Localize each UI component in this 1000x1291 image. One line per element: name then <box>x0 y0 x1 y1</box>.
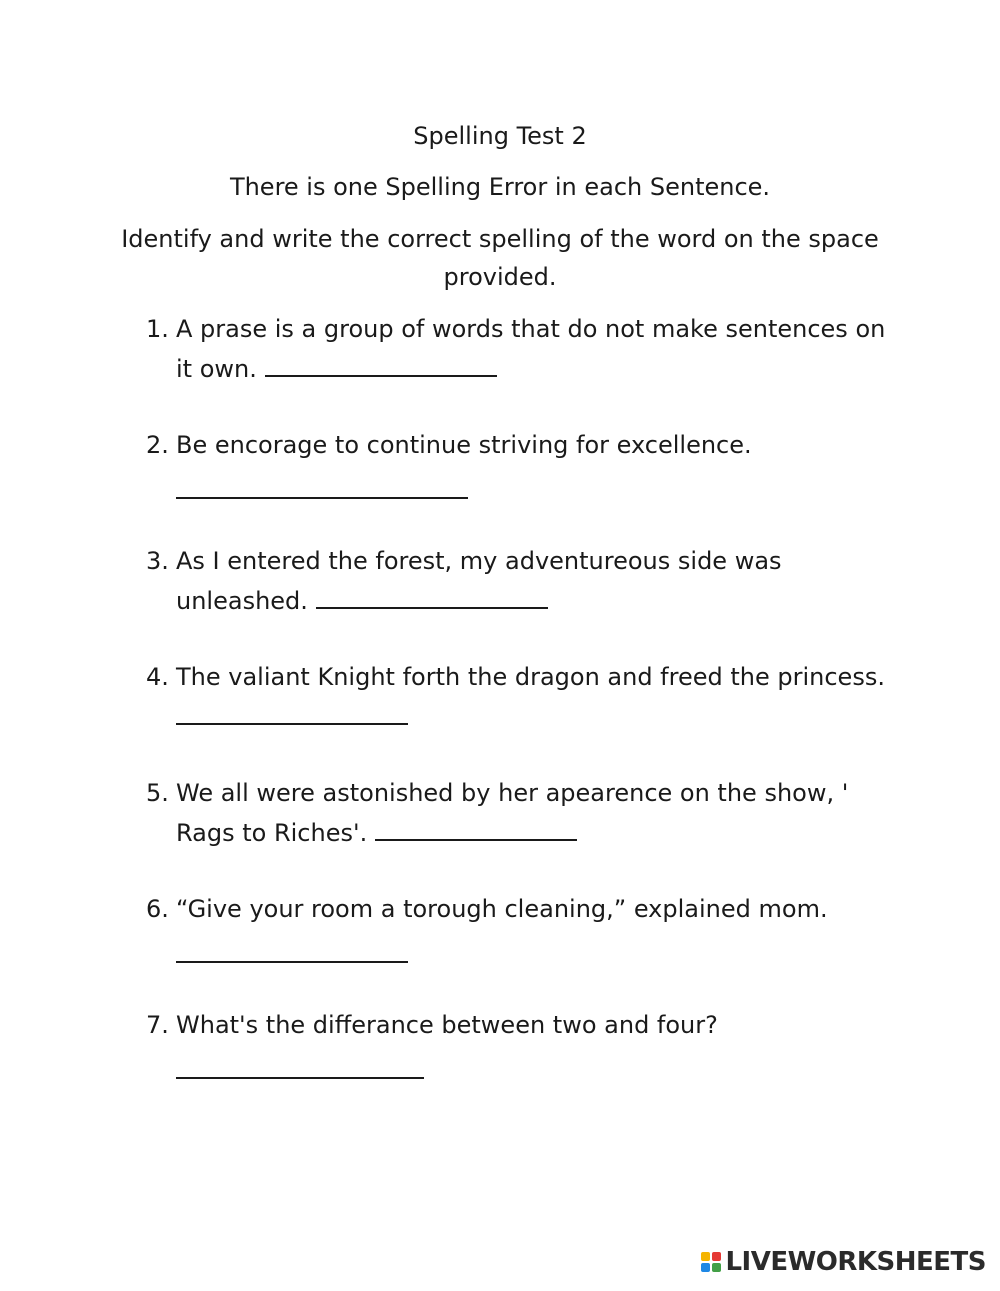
question-text: “Give your room a torough cleaning,” explained mom. <box>176 895 828 923</box>
question-text: As I entered the forest, my adventureous side was unleashed. <box>176 547 782 615</box>
answer-blank[interactable] <box>316 581 548 609</box>
question-3 <box>146 542 891 620</box>
liveworksheets-logo-icon <box>701 1252 721 1272</box>
question-text-wrapper <box>176 310 891 388</box>
answer-blank[interactable] <box>176 1047 424 1079</box>
question-4 <box>146 658 891 736</box>
answer-blank[interactable] <box>176 697 408 725</box>
question-number: 2. <box>146 431 169 459</box>
answer-blank[interactable] <box>375 813 577 841</box>
question-5 <box>146 774 891 852</box>
question-6 <box>146 890 891 963</box>
question-number: 7. <box>146 1011 169 1039</box>
question-number: 6. <box>146 895 169 923</box>
brand-name: LIVEWORKSHEETS <box>725 1247 986 1277</box>
question-text: The valiant Knight forth the dragon and freed the princess. <box>176 663 885 691</box>
question-text: Be encorage to continue striving for excellence. <box>176 431 752 459</box>
liveworksheets-logo <box>701 1247 986 1277</box>
question-text-wrapper <box>176 658 891 736</box>
question-text-wrapper <box>176 426 891 499</box>
question-7 <box>146 1006 891 1079</box>
question-text: What's the differance between two and four? <box>176 1011 718 1039</box>
answer-blank[interactable] <box>265 349 497 377</box>
page-title: Spelling Test 2 <box>413 122 587 150</box>
question-1 <box>146 310 891 388</box>
question-text-wrapper <box>176 774 891 852</box>
question-text-wrapper <box>176 1006 891 1079</box>
question-text-wrapper <box>176 890 891 963</box>
question-text: We all were astonished by her apearence on the show, ' Rags to Riches'. <box>176 779 849 847</box>
question-number: 5. <box>146 779 169 807</box>
question-text: A prase is a group of words that do not make sentences on it own. <box>176 315 886 383</box>
question-2 <box>146 426 891 499</box>
question-number: 1. <box>146 315 169 343</box>
question-text-wrapper <box>176 542 891 620</box>
instruction-line-1: There is one Spelling Error in each Sentence. <box>229 173 771 201</box>
question-number: 4. <box>146 663 169 691</box>
question-number: 3. <box>146 547 169 575</box>
answer-blank[interactable] <box>176 467 468 499</box>
instruction-line-2: Identify and write the correct spelling of the word on the space provided. <box>121 225 879 291</box>
answer-blank[interactable] <box>176 931 408 963</box>
